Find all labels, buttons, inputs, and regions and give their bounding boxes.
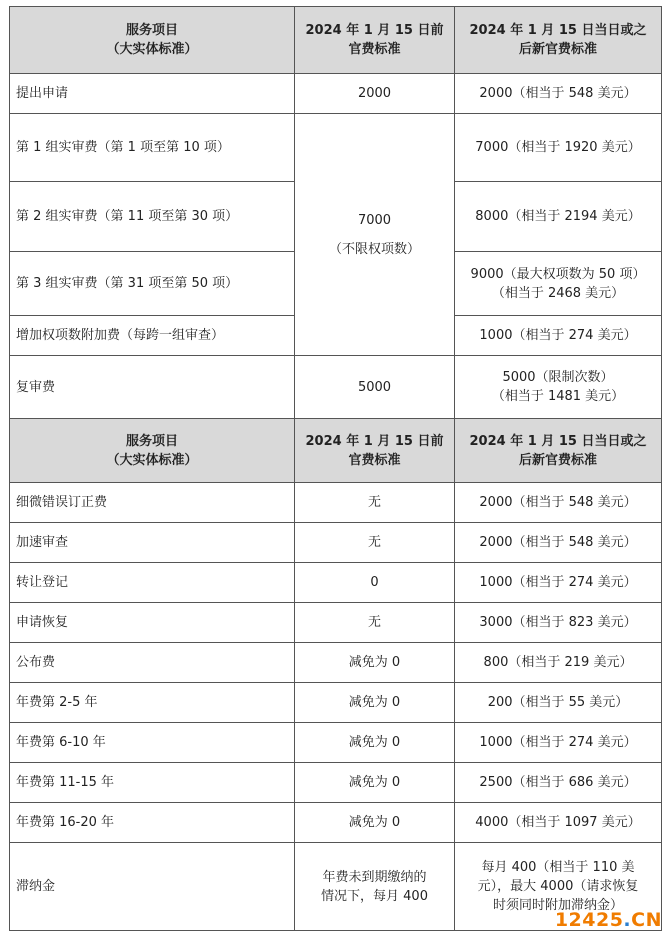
new-fee: 3000（相当于 823 美元） [455,603,662,643]
fee-item: 年费第 6-10 年 [10,723,295,763]
new-fee-line1: 每月 400（相当于 110 美 [481,860,635,875]
fee-item: 滞纳金 [10,843,295,931]
merged-exam-fee [295,114,455,356]
new-fee: 1000（相当于 274 美元） [455,563,662,603]
table-row [10,603,662,643]
table-row [10,483,662,523]
header-item [10,7,295,74]
table-row [10,74,662,114]
header-new-fee-line2: 后新官费标准 [518,452,597,468]
fee-item: 细微错误订正费 [10,483,295,523]
old-fee: 无 [295,523,455,563]
fee-item: 第 1 组实审费（第 1 项至第 10 项） [10,114,295,182]
header-old-fee-line2: 官费标准 [348,42,401,57]
new-fee-line1: 5000（限制次数） [502,370,614,385]
fee-item: 公布费 [10,643,295,683]
new-fee: 2000（相当于 548 美元） [455,483,662,523]
old-fee: 减免为 0 [295,683,455,723]
fee-item: 提出申请 [10,74,295,114]
old-fee [295,843,455,931]
merged-exam-note: （不限权项数） [328,241,420,257]
fee-item: 加速审查 [10,523,295,563]
old-fee: 减免为 0 [295,643,455,683]
table-row [10,523,662,563]
table-row [10,803,662,843]
fee-item: 复审费 [10,356,295,419]
new-fee: 2000（相当于 548 美元） [455,74,662,114]
fee-item: 第 2 组实审费（第 11 项至第 30 项） [10,182,295,252]
watermark-tld: CN [631,909,662,931]
header-row [10,7,662,74]
new-fee-line2: （相当于 1481 美元） [491,389,625,404]
merged-exam-value: 7000 [357,212,392,228]
old-fee: 0 [295,563,455,603]
header-item-title: 服务项目 [125,433,178,449]
header-new-fee [455,7,662,74]
table-row [10,356,662,419]
header-row [10,419,662,483]
new-fee-line3: 时须同时附加滞纳金） [492,898,623,913]
old-fee-line1: 年费未到期缴纳的 [322,869,427,885]
new-fee: 2000（相当于 548 美元） [455,523,662,563]
fee-table [9,6,662,931]
table-row [10,114,662,182]
header-old-fee-line2: 官费标准 [348,452,401,468]
table-row [10,563,662,603]
header-item [10,419,295,483]
fee-item: 增加权项数附加费（每跨一组审查） [10,316,295,356]
header-old-fee-line1: 2024 年 1 月 15 日前 [305,433,444,449]
header-old-fee-line1: 2024 年 1 月 15 日前 [305,23,444,38]
new-fee-line2: （相当于 2468 美元） [491,285,625,301]
site-watermark [555,909,662,931]
table-row [10,763,662,803]
new-fee-line2: 元），最大 4000（请求恢复 [477,879,639,894]
header-new-fee-line1: 2024 年 1 月 15 日当日或之 [469,433,647,449]
fee-item: 申请恢复 [10,603,295,643]
fee-item: 转让登记 [10,563,295,603]
fee-item: 第 3 组实审费（第 31 项至第 50 项） [10,252,295,316]
fee-item: 年费第 2-5 年 [10,683,295,723]
new-fee [455,252,662,316]
header-new-fee [455,419,662,483]
old-fee-line2: 情况下，每月 400 [321,888,428,904]
old-fee: 无 [295,483,455,523]
header-item-subtitle: （大实体标准） [106,42,198,57]
new-fee: 1000（相当于 274 美元） [455,316,662,356]
new-fee-line1: 9000（最大权项数为 50 项） [470,266,646,282]
old-fee: 减免为 0 [295,763,455,803]
new-fee: 800（相当于 219 美元） [455,643,662,683]
table-row [10,643,662,683]
watermark-number: 12425 [554,909,624,931]
header-item-title: 服务项目 [125,23,178,38]
table-row [10,683,662,723]
new-fee: 1000（相当于 274 美元） [455,723,662,763]
new-fee: 8000（相当于 2194 美元） [455,182,662,252]
new-fee [455,356,662,419]
new-fee: 2500（相当于 686 美元） [455,763,662,803]
fee-item: 年费第 16-20 年 [10,803,295,843]
old-fee: 减免为 0 [295,803,455,843]
old-fee: 5000 [295,356,455,419]
header-item-subtitle: （大实体标准） [106,452,198,468]
header-new-fee-line1: 2024 年 1 月 15 日当日或之 [469,23,647,38]
fee-item: 年费第 11-15 年 [10,763,295,803]
watermark-dot: . [623,909,632,931]
old-fee: 2000 [295,74,455,114]
new-fee: 4000（相当于 1097 美元） [455,803,662,843]
new-fee: 7000（相当于 1920 美元） [455,114,662,182]
old-fee: 减免为 0 [295,723,455,763]
table-row [10,723,662,763]
old-fee: 无 [295,603,455,643]
header-old-fee [295,7,455,74]
new-fee: 200（相当于 55 美元） [455,683,662,723]
header-old-fee [295,419,455,483]
header-new-fee-line2: 后新官费标准 [518,42,597,57]
